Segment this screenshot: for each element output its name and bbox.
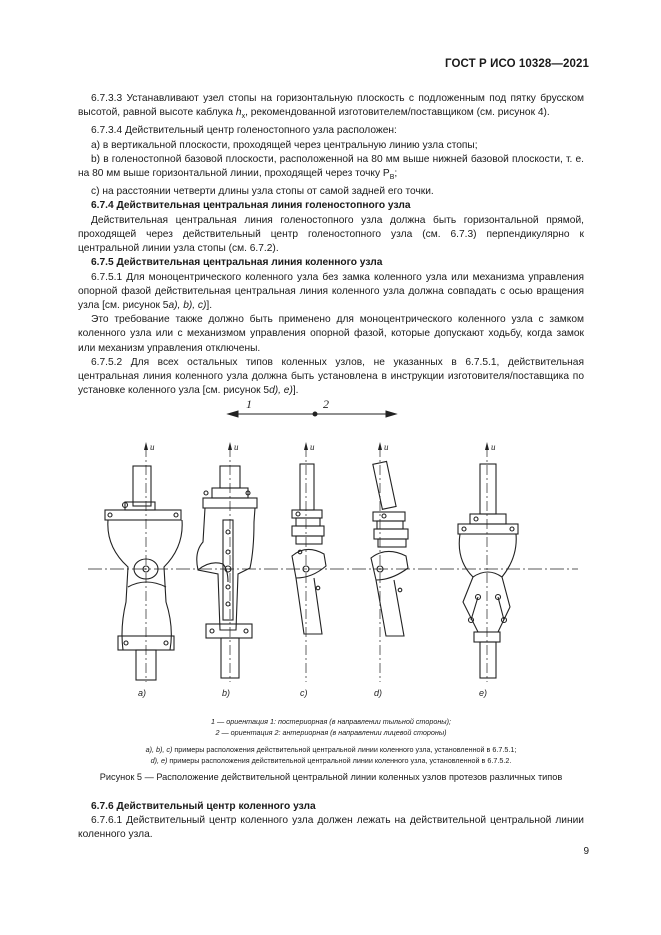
section-6-7-6-text — [78, 800, 584, 843]
figure-5-drawing — [78, 392, 584, 708]
knee-unit-e — [458, 464, 518, 678]
paragraph-6-7-3-3 — [78, 92, 584, 124]
paragraph-text: 6.7.5.1 Для моноцентрического коленного узла без замка коленного узла или механизма управления опорной фазой действительная центральная линия коленного узла должна совпадать с осью вращения узла [см. рисунок 5 — [78, 271, 584, 311]
note-text: примеры расположения действительной центральной линии коленного узла, установленной в 6.7.5.2. — [167, 756, 512, 765]
section-6-7-text — [78, 92, 584, 398]
sub-label-d: d) — [374, 688, 383, 698]
figure-caption: Рисунок 5 — Расположение действительной центральной линии коленных узлов протезов различных типов — [99, 772, 563, 782]
note-text: примеры расположения действительной центральной линии коленного узла, установленной в 6.7.5.1; — [172, 745, 517, 754]
knee-unit-d — [371, 461, 408, 636]
sub-label-e: e) — [479, 688, 488, 698]
heel-height-symbol: h — [235, 107, 242, 119]
document-code: ГОСТ Р ИСО 10328—2021 — [444, 58, 589, 70]
paragraph-6-7-5-1 — [78, 271, 584, 314]
page-number: 9 — [583, 846, 589, 857]
axis-label-u: u — [150, 442, 155, 452]
orientation-arrows — [228, 411, 396, 417]
heading-6-7-4: 6.7.4 Действительная центральная линия голеностопного узла — [91, 200, 411, 212]
figure-reference: а), b), с) — [168, 299, 207, 311]
axis-label-u: u — [234, 442, 239, 452]
paragraph-text: b) в голеностопной базовой плоскости, расположенной на 80 мм выше нижней базовой плоскости, т. е. на 80 мм выше горизонтальной линии, проходящей через точку P — [78, 153, 584, 180]
knee-unit-a — [105, 466, 182, 680]
heel-height-subscript: x — [241, 113, 246, 121]
note-label: d), e) — [150, 756, 168, 765]
axis-label-u: u — [310, 442, 315, 452]
list-item-c: с) на расстоянии четверти длины узла стопы от самой задней его точки. — [91, 186, 434, 198]
note-1 — [78, 744, 584, 755]
legend-item-2: 2 — ориентация 2: антериорная (в направлении лицевой стороны) — [215, 728, 447, 737]
note-label: a), b), c) — [145, 745, 173, 754]
heading-6-7-5: 6.7.5 Действительная центральная линия коленного узла — [91, 257, 383, 269]
paragraph-6-7-6-1: 6.7.6.1 Действительный центр коленного узла должен лежать на действительной центральной линии коленного узла. — [78, 815, 584, 841]
knee-unit-b — [197, 466, 257, 678]
axis-label-u: u — [384, 442, 389, 452]
paragraph-text: ]. — [206, 299, 213, 311]
paragraph-6-7-4: Действительная центральная линия голеностопного узла должна быть горизонтальной прямой, проходящей через действительный центр голеностопного узла (см. 6.7.3) перпендикулярно к центральной линии узла стопы (см. 6.7.2). — [78, 214, 584, 255]
note-2 — [78, 755, 584, 766]
knee-units-illustration — [78, 392, 584, 708]
figure-legend — [78, 716, 584, 738]
list-item-a: а) в вертикальной плоскости, проходящей через центральную линию узла стопы; — [91, 139, 478, 151]
orientation-label-1: 1 — [246, 397, 252, 411]
paragraph-text: ; — [394, 168, 398, 180]
legend-item-1: 1 — ориентация 1: постериорная (в направлении тыльной стороны); — [211, 717, 451, 726]
axis-label-u: u — [491, 442, 496, 452]
sub-label-c: c) — [300, 688, 308, 698]
paragraph-text: , рекомендованной изготовителем/поставщиком (см. рисунок 4). — [245, 107, 550, 119]
list-item-b — [78, 153, 584, 185]
heading-6-7-6: 6.7.6 Действительный центр коленного узла — [91, 801, 316, 812]
paragraph-6-7-3-4: 6.7.3.4 Действительный центр голеностопного узла расположен: — [91, 125, 397, 137]
paragraph-text: 6.7.5.2 Для всех остальных типов коленных узлов, не указанных в 6.7.5.1, действительная центральная линия коленного узла должна быть установлена в инструкции изготовителя/поставщика по установке коленного узла [см. рисунок 5 — [78, 356, 584, 397]
sub-label-b: b) — [222, 688, 231, 698]
paragraph-text: 6.7.3.3 Устанавливают узел стопы на горизонтальную плоскость с подложенным под пятку брусском высотой, равной высоте каблука — [78, 93, 584, 119]
sub-label-a: a) — [138, 688, 147, 698]
paragraph-text: ]. — [292, 385, 299, 397]
figure-reference: d), е) — [269, 385, 293, 397]
paragraph-6-7-5-1-extra: Это требование также должно быть применено для моноцентрического коленного узла с замком коленного узла или с механизмом управления опорной фазой, которые допускают ходьбу, когда замок или механизм управления отключены. — [78, 314, 584, 354]
figure-notes — [78, 744, 584, 766]
knee-unit-c — [292, 464, 326, 634]
orientation-label-2: 2 — [323, 397, 329, 411]
point-subscript: B — [389, 174, 395, 182]
